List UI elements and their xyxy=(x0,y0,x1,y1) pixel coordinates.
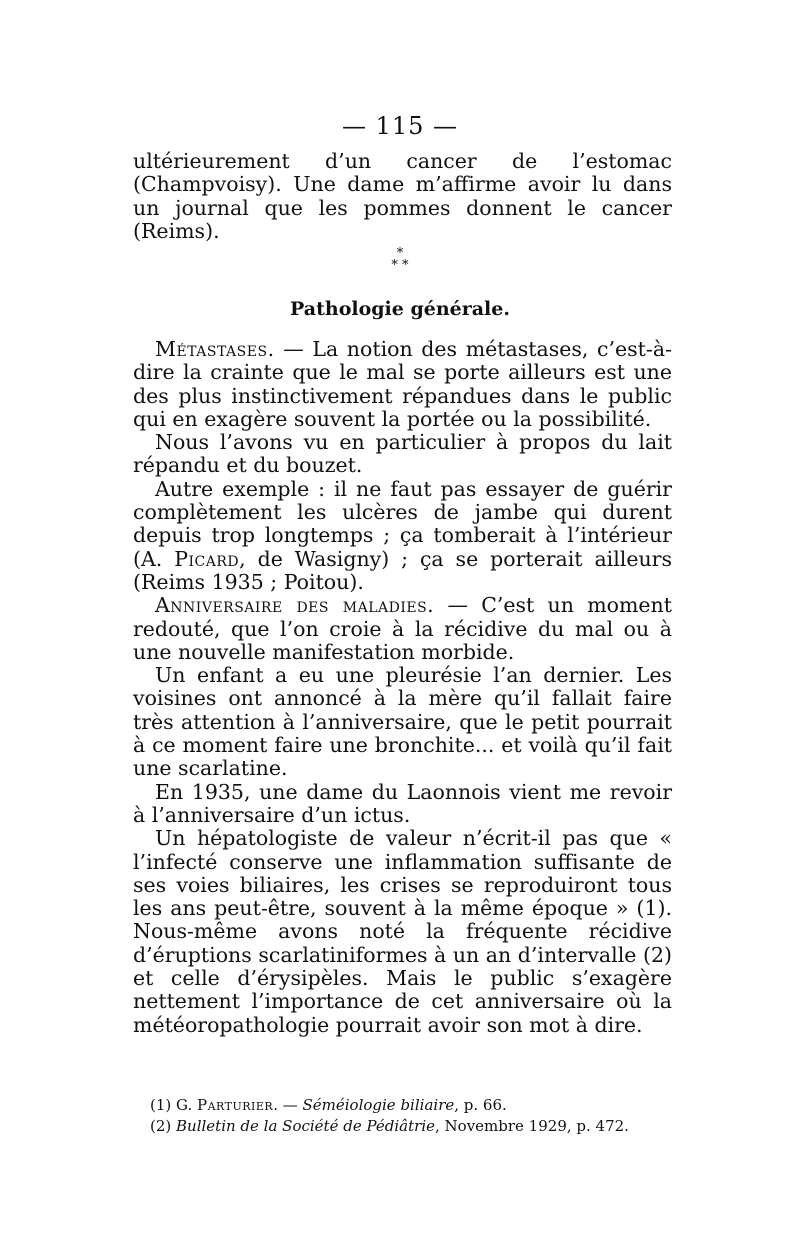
metastases-paragraph-1 xyxy=(133,338,672,431)
intro-paragraph xyxy=(133,150,672,243)
metastases-author: Picard xyxy=(174,546,240,571)
anniversaire-paragraph-3: En 1935, une dame du Laonnois vient me revoir à l’anniversaire d’un ictus. xyxy=(133,779,672,827)
intro-line-1: ultérieurement d’un cancer de l’estomac (Champvoisy). xyxy=(133,149,672,197)
footnote-1-separator: . — xyxy=(273,1096,303,1114)
asterism-bottom: * * xyxy=(391,258,409,273)
metastases-heading: Métastases. xyxy=(155,337,275,361)
footnote-1 xyxy=(150,1095,670,1116)
intro-line-2: Une dame m’affirme avoir lu dans un journal que les pommes donnent le cancer (Reims). xyxy=(133,172,672,243)
footnote-1-author: Parturier xyxy=(197,1096,274,1114)
metastases-paragraph-3 xyxy=(133,478,672,594)
footnote-2-rest: , Novembre 1929, p. 472. xyxy=(435,1117,629,1135)
main-text xyxy=(133,338,672,1037)
asterism-separator xyxy=(0,248,800,272)
footnote-2-marker: (2) xyxy=(150,1117,177,1135)
anniversaire-paragraph-1 xyxy=(133,594,672,664)
anniversaire-heading: Anniversaire des maladies. xyxy=(155,593,435,618)
section-title: Pathologie générale. xyxy=(290,298,510,320)
footnote-1-title: Séméiologie biliaire xyxy=(302,1096,455,1114)
footnote-1-marker: (1) G. xyxy=(150,1096,197,1114)
anniversaire-paragraph-4: Un hépatologiste de valeur n’écrit-il pas que « l’infecté conserve une inflammation suffisante de ses voies biliaires, les crises se reproduiront tous les ans peut-être, souvent à la même époque » (1). Nous-même avons noté la fréquente récidive d’éruptions scarlatiniformes à un an d’intervalle (2) et celle d’érysipèles. Mais le public s’exagère nettement l’importance de cet anniversaire où la météoropathologie pourrait avoir son mot à dire. xyxy=(133,826,672,1037)
metastases-text-1: — La notion des métastases, c’est-à-dire la crainte que le mal se porte ailleurs est une des plus instinctivement répandues dans le public qui en exagère souvent la portée ou la possibilité. xyxy=(133,337,672,431)
footnotes xyxy=(150,1095,670,1137)
anniversaire-paragraph-2: Un enfant a eu une pleurésie l’an dernier. Les voisines ont annoncé à la mère qu’il fallait faire très attention à l’anniversaire, que le petit pourrait à ce moment faire une bronchite... et voilà qu’il fait une scarlatine. xyxy=(133,663,672,781)
asterism-top: * xyxy=(396,246,404,261)
footnote-2 xyxy=(150,1116,670,1137)
footnote-1-rest: , p. 66. xyxy=(454,1096,507,1114)
page-number: — 115 — xyxy=(341,112,459,140)
footnote-2-title: Bulletin de la Société de Pédiâtrie xyxy=(176,1117,435,1135)
metastases-text-3b: , de Wasigny) ; ça se porterait ailleurs (Reims 1935 ; Poitou). xyxy=(133,546,672,594)
metastases-text-3a: Autre exemple : il ne faut pas essayer de guérir complètement les ulcères de jambe qui durent depuis trop longtemps ; ça tomberait à l’intérieur (A. xyxy=(133,476,672,571)
intro-block xyxy=(133,150,672,243)
metastases-paragraph-2: Nous l’avons vu en particulier à propos du lait répandu et du bouzet. xyxy=(133,430,672,478)
anniversaire-text-1: — C’est un moment redouté, que l’on croie à la récidive du mal ou à une nouvelle manifestation morbide. xyxy=(133,593,673,664)
